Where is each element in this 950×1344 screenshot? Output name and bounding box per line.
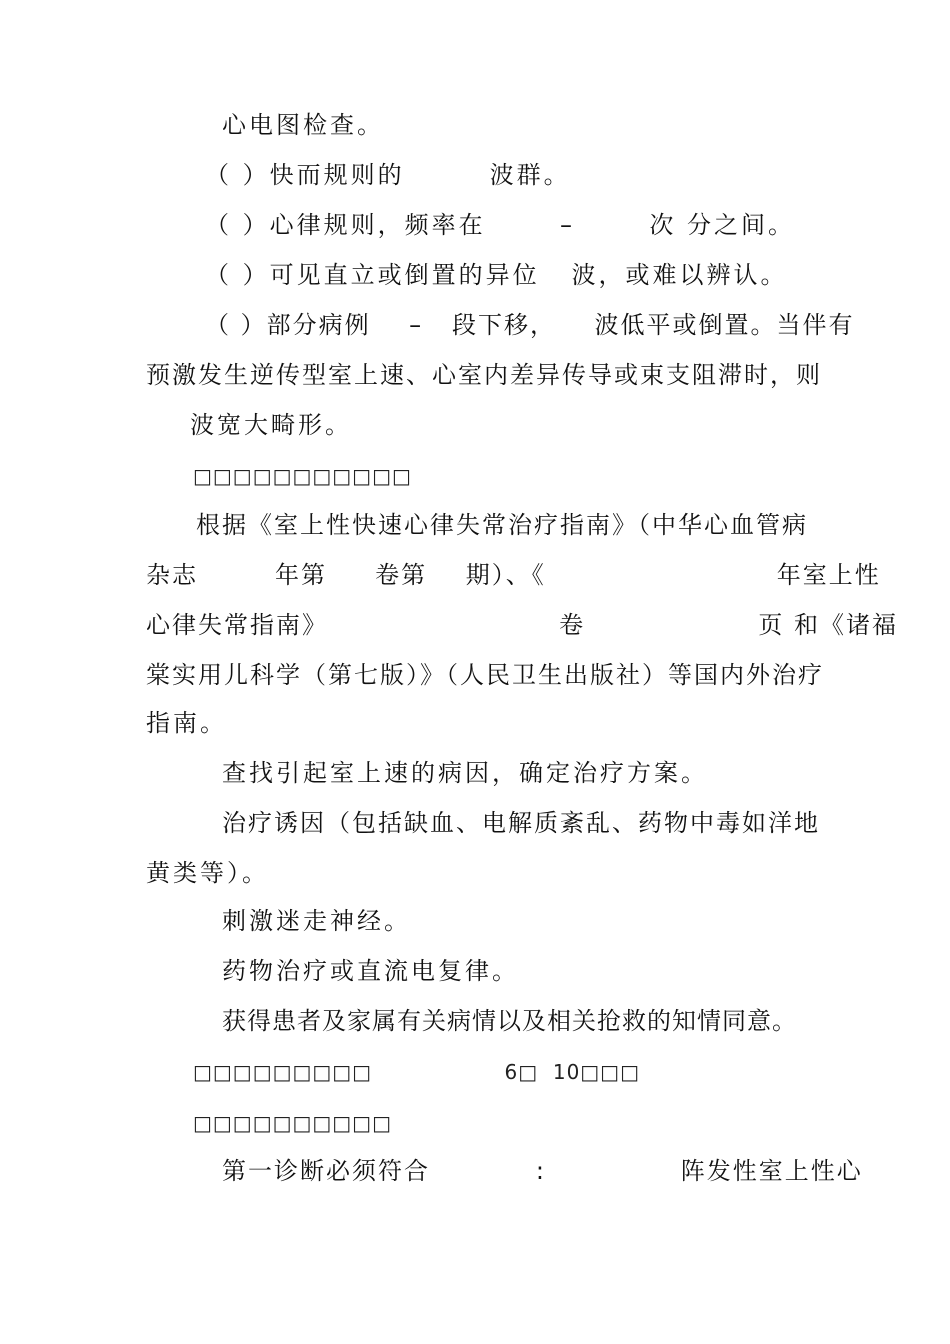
text-line: （ ）部分病例 – 段下移， 波低平或倒置。当伴有 <box>205 311 855 339</box>
section-heading: □□□□□□□□□□ <box>193 1111 392 1135</box>
section-heading: □□□□□□□□□ 6□ 10□□□ <box>193 1060 640 1084</box>
text-line: （ ）可见直立或倒置的异位 波，或难以辨认。 <box>205 261 788 289</box>
text-line: 治疗诱因（包括缺血、电解质紊乱、药物中毒如洋地 <box>222 809 820 837</box>
text-line: 波宽大畸形。 <box>190 411 352 439</box>
text-line: 查找引起室上速的病因，确定治疗方案。 <box>222 759 708 787</box>
text-line: 预激发生逆传型室上速、心室内差异传导或束支阻滞时，则 <box>146 361 822 389</box>
text-line: 刺激迷走神经。 <box>222 907 411 935</box>
text-line: 心电图检查。 <box>222 111 384 139</box>
text-line: 第一诊断必须符合 : 阵发性室上性心 <box>222 1157 863 1185</box>
text-line: （ ）心律规则，频率在 – 次 分之间。 <box>205 211 796 239</box>
text-line: 指南。 <box>146 709 227 737</box>
text-line: 根据《室上性快速心律失常治疗指南》（中华心血管病 <box>196 511 808 539</box>
text-line: （ ）快而规则的 波群。 <box>205 161 571 189</box>
text-line: 药物治疗或直流电复律。 <box>222 957 519 985</box>
text-line: 杂志 年第 卷第 期）、《 年室上性 <box>146 561 881 589</box>
text-line: 心律失常指南》 卷 页 和《诸福 <box>146 611 899 639</box>
section-heading: □□□□□□□□□□□ <box>193 464 412 488</box>
text-line: 黄类等）。 <box>146 859 269 887</box>
text-line: 获得患者及家属有关病情以及相关抢救的知情同意。 <box>222 1007 797 1035</box>
text-line: 棠实用儿科学（第七版）》（人民卫生出版社）等国内外治疗 <box>146 661 824 689</box>
